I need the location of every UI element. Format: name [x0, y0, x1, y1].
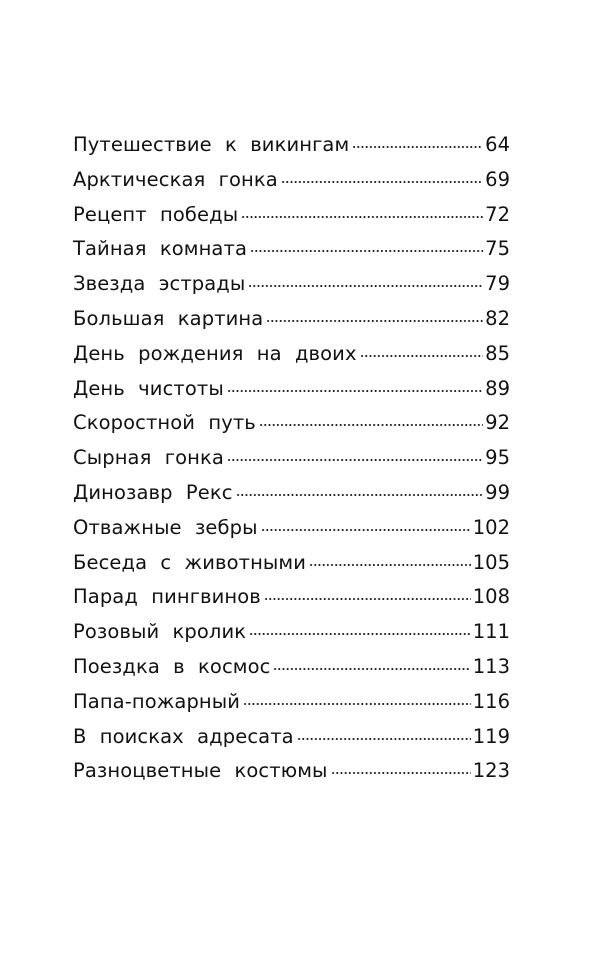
dot-leader	[250, 235, 483, 255]
toc-entry-title: Путешествие к викингам	[73, 133, 350, 156]
toc-entry	[73, 754, 510, 789]
toc-entry-page: 89	[485, 376, 510, 400]
toc-entry	[73, 337, 510, 372]
toc-entry-title: Арктическая гонка	[73, 167, 278, 191]
toc-entry	[73, 546, 510, 581]
dot-leader	[264, 583, 471, 603]
toc-entry-title: Поездка в космос	[73, 654, 271, 678]
toc-entry-title: Беседа с животными	[73, 550, 306, 574]
toc-entry	[73, 163, 510, 198]
toc-entry-title: Звезда эстрады	[73, 272, 246, 296]
dot-leader	[281, 166, 483, 186]
toc-entry-title: Тайная комната	[73, 237, 247, 261]
toc-entry-page: 92	[485, 411, 510, 435]
toc-entry-title: Розовый кролик	[73, 620, 247, 644]
toc-entry-page: 72	[485, 202, 510, 226]
dot-leader	[266, 305, 483, 325]
toc-entry-page: 119	[472, 724, 510, 748]
dot-leader	[273, 653, 470, 673]
dot-leader	[249, 618, 471, 638]
toc-entry-page: 102	[472, 515, 510, 539]
toc-entry-page: 123	[472, 759, 510, 783]
dot-leader	[331, 757, 471, 777]
toc-entry-title: В поисках адресата	[73, 724, 294, 748]
toc-entry	[73, 267, 510, 302]
toc-entry-title: Рецепт победы	[73, 202, 239, 226]
toc-entry	[73, 685, 510, 720]
table-of-contents	[73, 128, 510, 789]
toc-entry-page: 79	[485, 272, 510, 296]
toc-entry-title: Динозавр Рекс	[73, 480, 233, 504]
toc-entry-page: 75	[485, 237, 510, 261]
toc-entry	[73, 580, 510, 615]
toc-entry-page: 111	[472, 620, 510, 644]
toc-entry-title: Скоростной путь	[73, 411, 256, 435]
toc-entry-page: 113	[472, 654, 510, 678]
toc-entry-title: Сырная гонка	[73, 446, 224, 470]
dot-leader	[243, 688, 471, 708]
dot-leader	[248, 270, 483, 290]
toc-entry-page: 85	[485, 341, 510, 365]
dot-leader	[261, 514, 471, 534]
toc-entry-title: День рождения на двоих	[73, 341, 357, 365]
dot-leader	[236, 479, 484, 499]
dot-leader	[360, 340, 484, 360]
toc-entry	[73, 511, 510, 546]
toc-entry-page: 116	[472, 689, 510, 713]
toc-entry-title: Большая картина	[73, 306, 264, 330]
toc-entry-title: Папа-пожарный	[73, 689, 241, 713]
dot-leader	[227, 375, 483, 395]
dot-leader	[227, 444, 483, 464]
dot-leader	[309, 549, 471, 569]
toc-entry-page: 99	[485, 480, 510, 504]
toc-entry-page: 105	[472, 550, 510, 574]
toc-entry	[73, 476, 510, 511]
toc-entry	[73, 650, 510, 685]
toc-entry-title: Отважные зебры	[73, 515, 258, 539]
dot-leader	[241, 201, 483, 221]
dot-leader	[352, 131, 483, 151]
toc-entry	[73, 372, 510, 407]
toc-entry	[73, 198, 510, 233]
toc-entry-page: 69	[485, 167, 510, 191]
toc-entry-title: Разноцветные костюмы	[73, 759, 328, 783]
toc-entry-page: 108	[472, 585, 510, 609]
toc-entry	[73, 128, 510, 163]
toc-entry-page: 64	[485, 133, 510, 156]
toc-entry-title: Парад пингвинов	[73, 585, 261, 609]
toc-entry	[73, 232, 510, 267]
toc-entry-page: 95	[485, 446, 510, 470]
toc-entry	[73, 441, 510, 476]
toc-entry	[73, 302, 510, 337]
toc-entry-page: 82	[485, 306, 510, 330]
toc-entry-title: День чистоты	[73, 376, 224, 400]
toc-entry	[73, 406, 510, 441]
toc-entry	[73, 615, 510, 650]
dot-leader	[259, 409, 483, 429]
dot-leader	[297, 723, 471, 743]
toc-entry	[73, 720, 510, 755]
